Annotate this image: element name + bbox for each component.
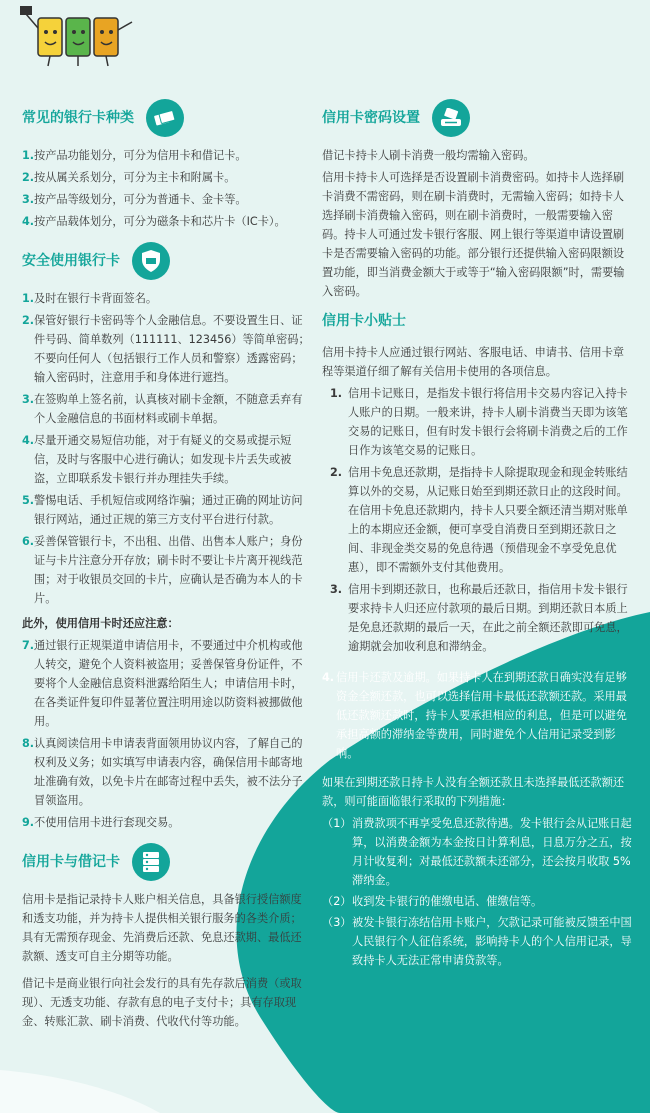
section-header-password	[322, 96, 634, 140]
right-column	[322, 96, 634, 972]
section-title: 信用卡密码设置	[322, 109, 420, 126]
list-item: （3） 被发卡银行冻结信用卡账户，欠款记录可能被反馈至中国人民银行个人征信系统，影响持卡人的个人信用记录，导致持卡人无法正常申请贷款等。	[322, 916, 632, 967]
cards-icon	[146, 99, 184, 137]
tips-list	[322, 384, 634, 656]
section-header-card-types	[22, 96, 312, 140]
list-item: 2. 按从属关系划分，可分为主卡和附属卡。	[22, 171, 236, 184]
debit-card-definition: 借记卡是商业银行向社会发行的具有先存款后消费（或取现）、无透支功能、存款有息的电子支付卡；具有存取现金、转账汇款、刷卡消费、代收代付等功能。	[22, 977, 302, 1028]
section-title: 信用卡小贴士	[322, 312, 406, 329]
section-title: 安全使用银行卡	[22, 252, 120, 269]
password-para-1: 借记卡持卡人刷卡消费一般均需输入密码。	[322, 149, 535, 162]
password-para-2: 信用卡持卡人可选择是否设置刷卡消费密码。如持卡人选择刷卡消费不需密码，则在刷卡消费时，无需输入密码；如持卡人选择刷卡消费输入密码，则在刷卡消费时，一般需要输入密码。持卡人可通过发卡银行客服、网上银行等渠道申请设置刷卡是否需要输入密码的功能。部分银行还提供输入密码限额设置功能，即当消费金额大于或等于“输入密码限额”时，需要输入密码。	[322, 171, 625, 298]
left-column	[22, 96, 312, 1034]
tips-intro: 信用卡持卡人应通过银行网站、客服电话、申请书、信用卡章程等渠道仔细了解有关信用卡使用的各项信息。	[322, 346, 625, 378]
section-header-credit-vs-debit	[22, 840, 312, 884]
list-item: 9. 不使用信用卡进行套现交易。	[22, 816, 180, 829]
overdue-section	[322, 668, 634, 970]
safety-list-credit	[22, 636, 312, 832]
section-header-tips	[322, 305, 634, 337]
list-item: 1. 按产品功能划分，可分为信用卡和借记卡。	[22, 149, 247, 162]
list-item: 3. 在签购单上签名前，认真核对刷卡金额，不随意丢弃有个人金融信息的书面材料或刷卡单据。	[22, 393, 303, 425]
list-item: 7. 通过银行正规渠道申请信用卡，不要通过中介机构或他人转交，避免个人资料被盗用；妥善保管身份证件，不要将个人金融信息资料泄露给陌生人；申请信用卡时，在各类证件复印件显著位置注明用途以防资料被挪做他用。	[22, 639, 303, 728]
list-item: 4. 信用卡还款及逾期。如果持卡人在到期还款日确实没有足够资金全额还款，也可以选择信用卡最低还款额还款。采用最低还款额还款时，持卡人要承担相应的利息，但是可以避免承担高额的滞纳金等费用，同时避免个人信用记录受到影响。	[322, 671, 627, 760]
section-title: 常见的银行卡种类	[22, 109, 134, 126]
card-types-list	[22, 146, 312, 231]
list-item: （1） 消费款项不再享受免息还款待遇。发卡银行会从记账日起算，以消费金额为本金按日计算利息，日息万分之五，按月计收复利；对最低还款额未还部分，还会按月收取 5%滞纳金。	[322, 817, 632, 887]
safety-list	[22, 289, 312, 608]
list-item: 3. 信用卡到期还款日，也称最后还款日，指信用卡发卡银行要求持卡人归还应付款项的最后日期。到期还款日本质上是免息还款期的最后一天，在此之前全额还款即可免息，逾期就会加收利息和滞纳金。	[330, 583, 628, 653]
list-item: （2） 收到发卡银行的催缴电话、催缴信等。	[322, 895, 543, 908]
list-item: 2. 保管好银行卡密码等个人金融信息。不要设置生日、证件号码、简单数列（111111、123456）等简单密码；不要向任何人（包括银行工作人员和警察）透露密码；输入密码时，注意用手和身体进行遮挡。	[22, 314, 310, 384]
section-title: 信用卡与借记卡	[22, 853, 120, 870]
list-item: 3. 按产品等级划分，可分为普通卡、金卡等。	[22, 193, 247, 206]
list-item: 6. 妥善保管银行卡，不出租、出借、出售本人账户；身份证与卡片注意分开存放；刷卡时不要让卡片离开视线范围；对于收银员交回的卡片，应确认是否确为本人的卡片。	[22, 535, 303, 605]
list-item: 5. 警惕电话、手机短信或网络诈骗；通过正确的网址访问银行网站，通过正规的第三方支付平台进行付款。	[22, 494, 303, 526]
list-item: 1. 信用卡记账日，是指发卡银行将信用卡交易内容记入持卡人账户的日期。一般来讲，持卡人刷卡消费当天即为该笔交易的记账日，但有时发卡银行会将刷卡消费之后的工作日作为该笔交易的记账日。	[330, 387, 628, 457]
shield-icon	[132, 242, 170, 280]
section-header-safety	[22, 239, 312, 283]
credit-card-note: 此外，使用信用卡时还应注意：	[22, 617, 179, 630]
list-item: 1. 及时在银行卡背面签名。	[22, 292, 158, 305]
card-reader-icon	[432, 99, 470, 137]
list-item: 2. 信用卡免息还款期，是指持卡人除提取现金和现金转账结算以外的交易，从记账日始至到期还款日止的这段时间。在信用卡免息还款期内，持卡人只要全额还清当期对账单上的本期应还金额，便可享受自消费日至到期还款日之间、非现金类交易的免息待遇（预借现金不享受免息优惠），即不需额外支付其他费用。	[330, 466, 628, 574]
credit-card-definition: 信用卡是指记录持卡人账户相关信息，具备银行授信额度和透支功能，并为持卡人提供相关银行服务的各类介质；具有无需预存现金、先消费后还款、免息还款期、最低还款额、透支可自主分期等功能。	[22, 893, 302, 963]
overdue-para: 如果在到期还款日持卡人没有全额还款且未选择最低还款额还款，则可能面临银行采取的下列措施：	[322, 776, 625, 808]
server-icon	[132, 843, 170, 881]
overdue-measures-list	[322, 814, 634, 970]
list-item: 8. 认真阅读信用卡申请表背面领用协议内容，了解自己的权利及义务；如实填写申请表内容，确保信用卡邮寄地址准确有效，以免卡片在邮寄过程中丢失，被不法分子冒领盗用。	[22, 737, 303, 807]
list-item: 4. 按产品载体划分，可分为磁条卡和芯片卡（IC卡）。	[22, 215, 286, 228]
list-item: 4. 尽量开通交易短信功能，对于有疑义的交易或提示短信，及时与客服中心进行确认；如发现卡片丢失或被盗，立即联系发卡银行并办理挂失手续。	[22, 434, 292, 485]
